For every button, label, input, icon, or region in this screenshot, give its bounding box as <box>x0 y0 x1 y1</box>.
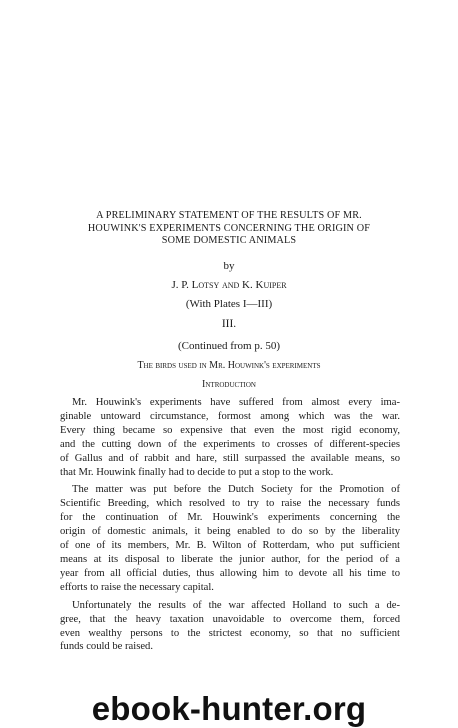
text-line: origin of domestic animals, it being enabled to do so by the liberality <box>60 526 400 538</box>
paragraph <box>60 396 400 479</box>
text-line: gree, that the heavy taxation unavoidable to overcome them, forced <box>60 613 400 625</box>
title-line: HOUWINK'S EXPERIMENTS CONCERNING THE ORIGIN OF <box>87 222 371 234</box>
text-line: even wealthy persons to the strictest economy, so that no sufficient <box>60 627 400 639</box>
watermark-text: ebook-hunter.org <box>91 690 367 727</box>
text-line: year from all official duties, thus allowing him to devote all his time to <box>60 567 400 579</box>
paragraph <box>60 483 400 594</box>
text-line: funds could be raised. <box>60 641 153 653</box>
section-heading: The birds used in Mr. Houwink's experiments <box>137 360 321 371</box>
title-line: SOME DOMESTIC ANIMALS <box>161 235 297 246</box>
body-text <box>60 396 400 658</box>
byline-by: by <box>223 260 235 272</box>
text-line: ginable untoward circumstance, formost among which was the war. <box>60 410 400 422</box>
paragraph <box>60 599 400 655</box>
authors: J. P. Lotsy and K. Kuiper <box>171 279 287 291</box>
text-line: of one of its members, Mr. B. Wilton of Rotterdam, who put sufficient <box>60 540 400 552</box>
text-line: Scientific Breeding, which resolved to try to raise the necessary funds <box>60 498 400 510</box>
text-line: Mr. Houwink's experiments have suffered from almost every ima- <box>72 397 400 408</box>
text-line: efforts to raise the necessary capital. <box>60 581 214 593</box>
part-number: III. <box>221 318 237 330</box>
text-line: means at its disposal to liberate the junior author, for the period of a <box>60 553 400 565</box>
text-line: of Gallus and of rabbit and hare, still surpassed the available means, so <box>60 452 400 464</box>
text-line: Every thing became so expensive that even the most rigid economy, <box>60 424 400 436</box>
article-title <box>40 210 418 248</box>
text-line: and the cutting down of the experiments to crosses of different-species <box>60 438 400 450</box>
text-line: for the continuation of Mr. Houwink's experiments concerning the <box>60 512 400 524</box>
text-line: Unfortunately the results of the war affected Holland to such a de- <box>72 599 400 611</box>
continued-note: (Continued from p. 50) <box>177 340 281 352</box>
text-line: that Mr. Houwink finally had to decide to put a stop to the work. <box>60 466 334 478</box>
title-line: A PRELIMINARY STATEMENT OF THE RESULTS OF MR. <box>96 210 362 221</box>
plates-note: (With Plates I—III) <box>185 298 273 310</box>
text-line: The matter was put before the Dutch Society for the Promotion of <box>72 484 400 496</box>
subheading-introduction: Introduction <box>202 379 256 390</box>
